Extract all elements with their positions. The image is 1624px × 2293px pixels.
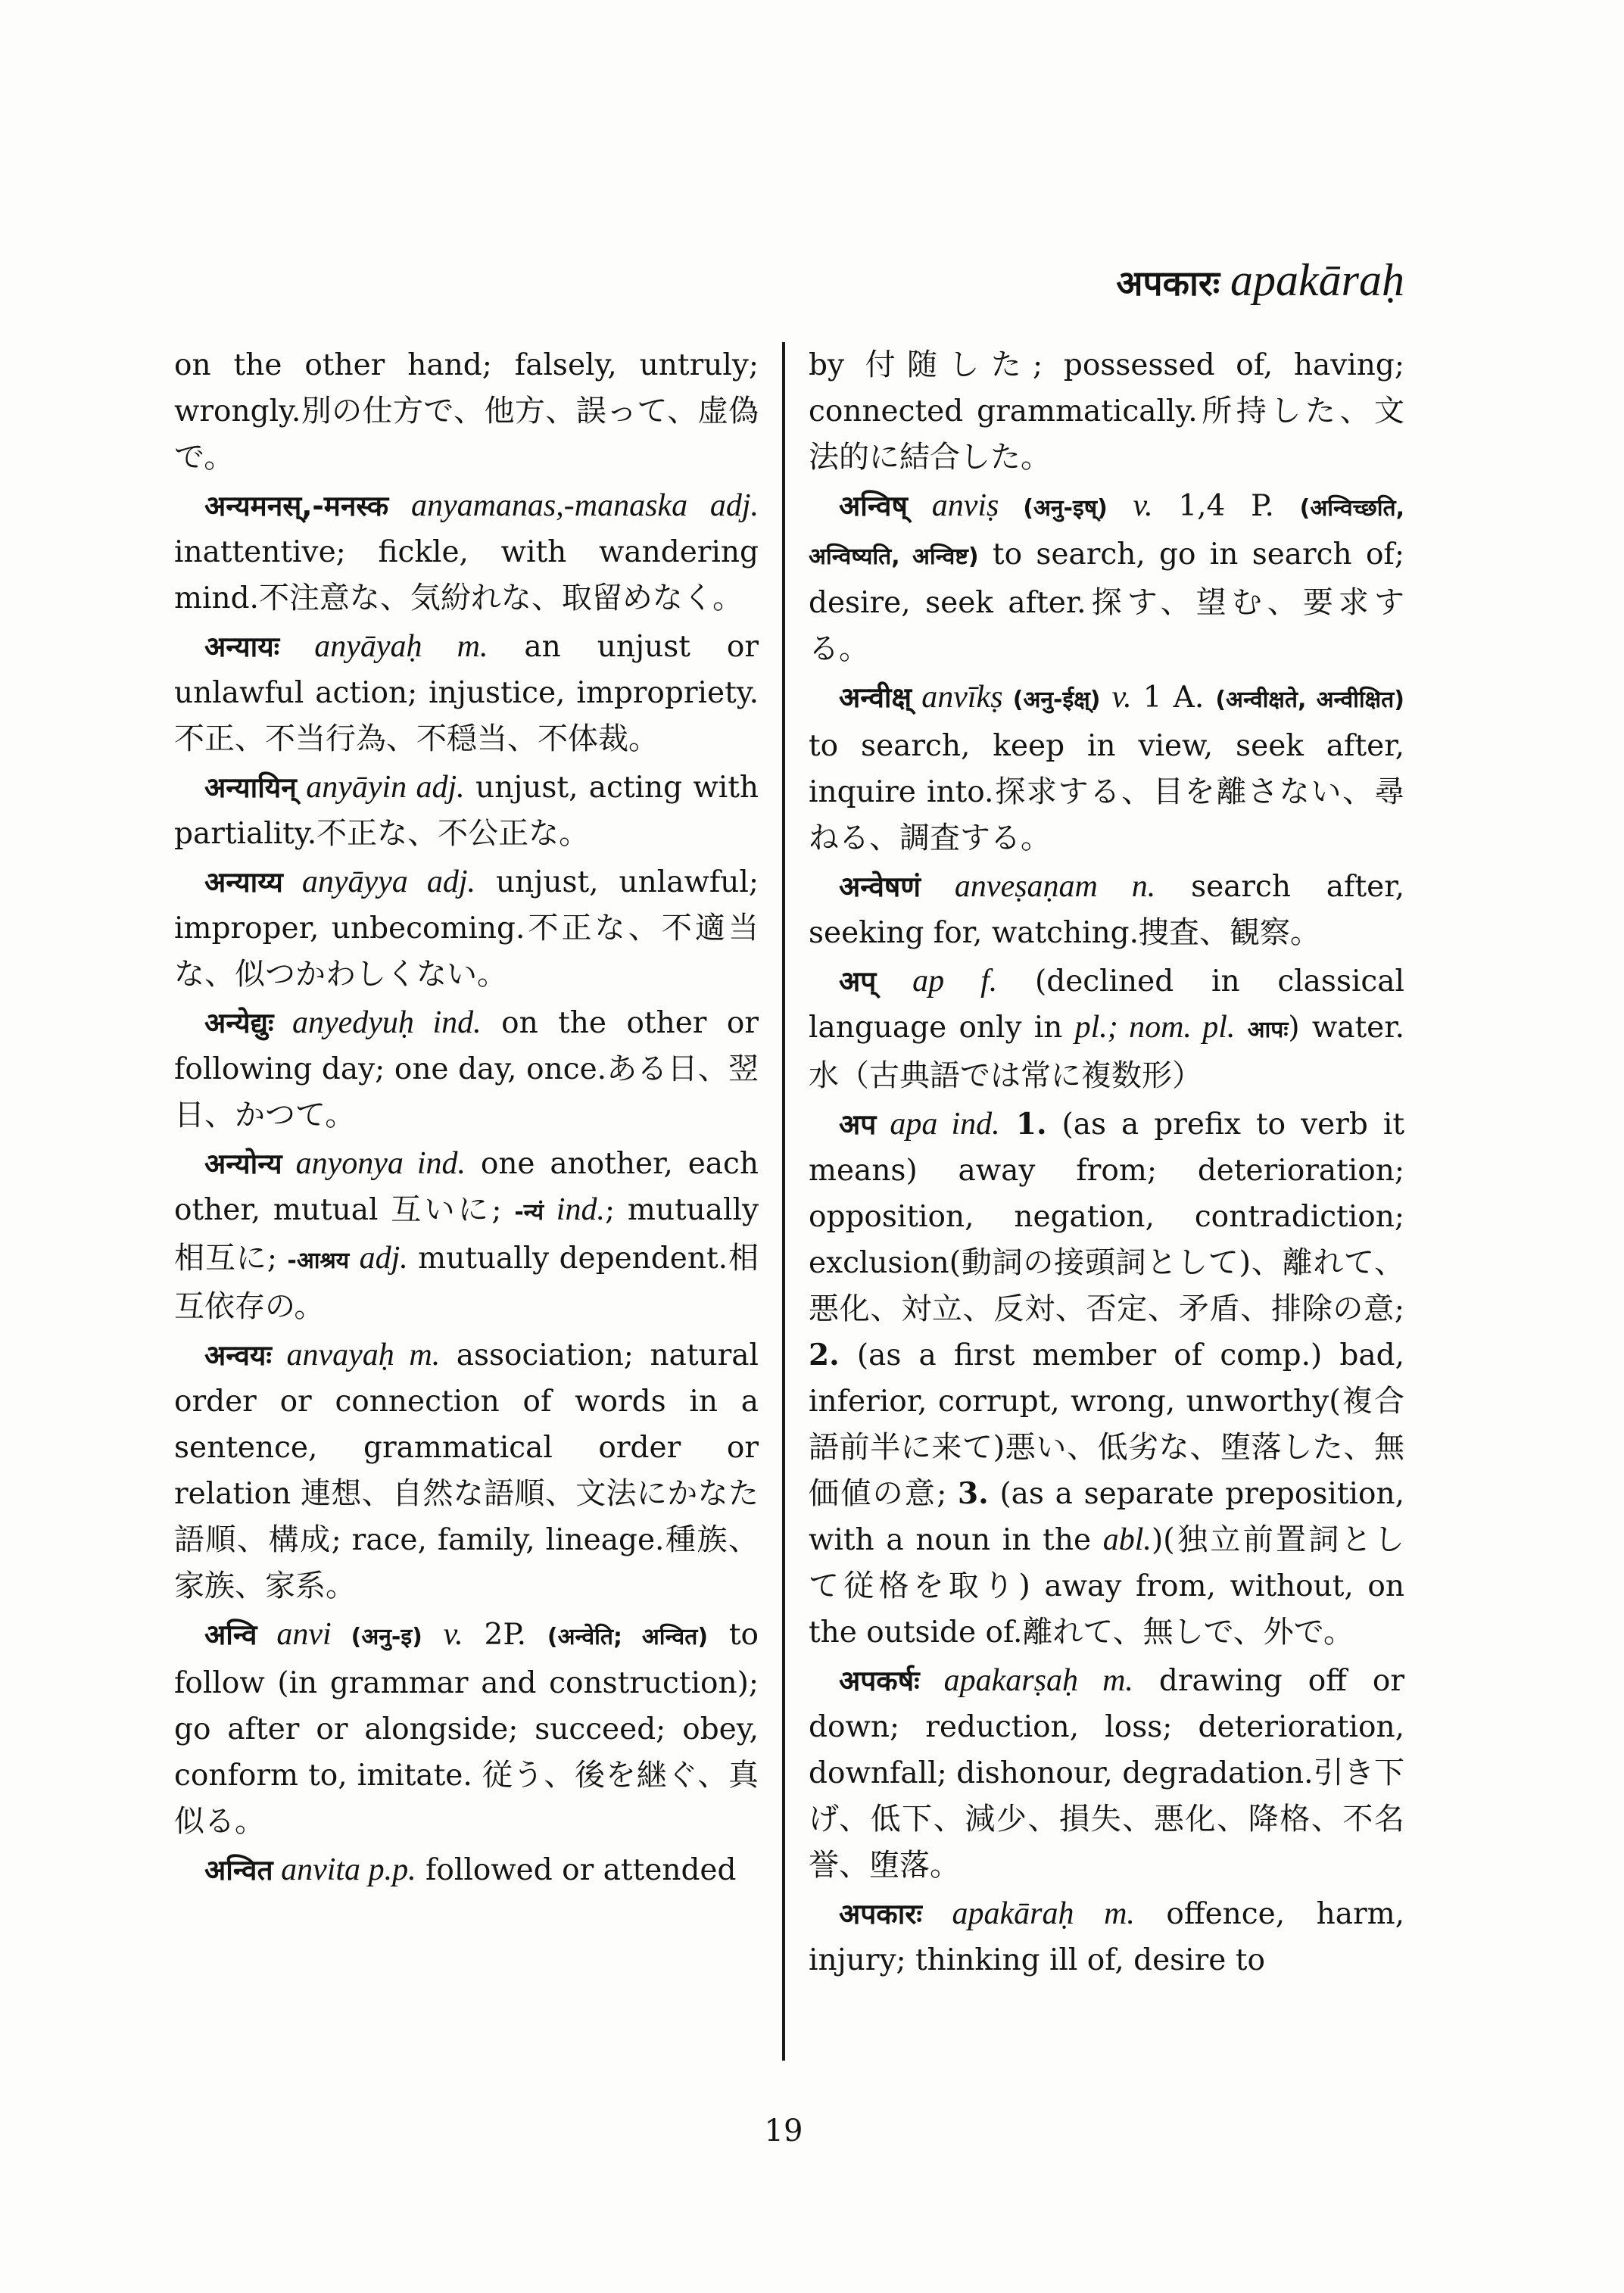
japanese-gloss: 水（古典語では常に複数形）: [809, 1058, 1202, 1093]
english-definition: (declined in classical language only in: [809, 964, 1404, 1045]
english-definition: [544, 1193, 556, 1227]
devanagari-form: (अनु-इ): [351, 1624, 422, 1650]
headword: अप्: [839, 965, 877, 998]
dictionary-entry: [174, 1332, 759, 1609]
english-definition: one another, each other, mutual: [174, 1147, 759, 1227]
japanese-gloss: 相互依存の。: [174, 1241, 759, 1324]
grammar-label: adj.: [709, 488, 759, 523]
transliteration: anyedyuḥ: [273, 1005, 433, 1040]
english-definition: [1108, 489, 1133, 523]
english-definition: drawing off or down; reduction, loss; deterioration, downfall; dishonour, degradation.: [809, 1664, 1404, 1790]
japanese-gloss: 従う、後を継ぐ、真似る。: [174, 1758, 759, 1839]
page-number: 19: [764, 2114, 803, 2148]
transliteration: anviṣ: [907, 488, 1024, 523]
dictionary-entry: [809, 1101, 1404, 1656]
dictionary-entry: [809, 675, 1404, 861]
devanagari-form: (अन्वेति; अन्वित): [547, 1624, 709, 1650]
japanese-gloss: 連想、自然な語順、文法にかなた語順、構成: [174, 1476, 759, 1557]
running-head-devanagari: अपकारः: [1116, 263, 1220, 304]
english-definition: ; possessed of, having; connected grammatically.: [809, 348, 1405, 428]
english-definition: (as a first member of comp.) bad, inferior, corrupt, wrong, unworthy: [809, 1338, 1404, 1419]
japanese-gloss: 不正、不当行為、不穏当、不体裁。: [174, 721, 659, 756]
grammar-label: pl.; nom. pl.: [1074, 1010, 1236, 1045]
english-definition: on the other hand; falsely, untruly; wrongly.: [174, 348, 759, 428]
entry-continuation: [174, 342, 759, 481]
japanese-gloss: 互いに: [391, 1192, 492, 1227]
transliteration: anveṣaṇam: [921, 869, 1132, 904]
english-definition: (as a separate preposition, with a noun in the: [809, 1477, 1404, 1557]
grammar-label: v.: [443, 1617, 463, 1652]
english-definition: unjust, acting with partiality.: [174, 771, 759, 851]
grammar-label: abl.: [1102, 1522, 1152, 1557]
english-definition: [1100, 681, 1111, 715]
japanese-gloss: (複合語前半に来て)悪い、低劣な、堕落した、無価値の意: [809, 1384, 1404, 1511]
transliteration: anyāyin: [296, 770, 416, 805]
english-definition: [1235, 1011, 1247, 1045]
english-definition: to search, keep in view, seek after, inquire into.: [809, 729, 1404, 809]
dictionary-entry: [174, 483, 759, 622]
english-definition: [422, 1618, 444, 1652]
english-definition: offence, harm, injury; thinking ill of, desire to: [809, 1897, 1404, 1977]
english-definition: ;: [937, 1477, 959, 1511]
right-column: [809, 342, 1404, 1986]
english-definition: by: [809, 348, 865, 382]
sense-number: 1.: [999, 1107, 1047, 1142]
japanese-gloss: 別の仕方で、他方、誤って、虚偽で。: [174, 394, 759, 475]
english-definition: an unjust or unlawful action; injustice, impropriety.: [174, 630, 759, 710]
headword: अन्वीक्ष्: [839, 681, 912, 714]
english-definition: inattentive; fickle, with wandering mind.: [174, 535, 759, 615]
japanese-gloss: 探求する、目を離さない、尋ねる、調査する。: [809, 774, 1405, 855]
running-head: [1116, 250, 1404, 322]
english-definition: ;: [491, 1193, 515, 1227]
english-definition: (as a prefix to verb it means) away from; deterioration; opposition, negation, contradiction; exclusion: [809, 1108, 1404, 1280]
japanese-gloss: (独立前置詞として従格を取り): [809, 1522, 1404, 1603]
column-divider: [782, 342, 785, 2061]
dictionary-entry: [174, 624, 759, 762]
japanese-gloss: 捜査、観察。: [1139, 915, 1321, 950]
dictionary-entry: [809, 1658, 1404, 1889]
japanese-gloss: 所持した、文法的に結合した。: [809, 394, 1405, 475]
english-definition: ) water.: [1288, 1011, 1404, 1045]
headword: अन्यमनस्,-मनस्क: [204, 490, 389, 522]
transliteration: apakarṣaḥ: [919, 1663, 1103, 1698]
grammar-label: ind.: [951, 1107, 1000, 1142]
grammar-label: adj.: [416, 770, 465, 805]
english-definition: mutually dependent.: [407, 1242, 728, 1276]
english-definition: 1 A.: [1131, 681, 1216, 715]
japanese-gloss: ある日、翌日、かつて。: [174, 1051, 759, 1132]
devanagari-form: (अनु-ईक्ष्): [1012, 687, 1101, 713]
transliteration: anyamanas,-manaska: [388, 488, 710, 523]
headword: अन्वित: [204, 1854, 273, 1886]
headword: अन्याय्य: [204, 866, 283, 899]
grammar-label: m.: [457, 629, 488, 664]
english-definition: on the other or following day; one day, once.: [174, 1006, 759, 1086]
japanese-gloss: 相互に: [174, 1241, 267, 1276]
english-definition: to follow (in grammar and construction); go after or alongside; succeed; obey, conform to, imitate.: [174, 1618, 759, 1793]
japanese-gloss: 離れて、無しで、外で。: [1022, 1615, 1354, 1650]
grammar-label: ind.: [416, 1146, 466, 1181]
headword: अन्यायिन्: [204, 771, 297, 804]
headword: अन्विष्: [839, 490, 908, 522]
devanagari-form: (अनु-इष्): [1023, 495, 1108, 522]
english-definition: ;: [1394, 1292, 1404, 1326]
devanagari-form: -न्यं: [514, 1199, 544, 1226]
japanese-gloss: 不正な、不適当な、似つかわしくない。: [174, 911, 759, 992]
left-column: [174, 342, 759, 1896]
dictionary-entry: [174, 1847, 759, 1893]
headword: अन्वि: [204, 1618, 257, 1651]
dictionary-entry: [809, 483, 1404, 672]
dictionary-entry: [809, 958, 1404, 1099]
transliteration: anvayaḥ: [271, 1338, 410, 1372]
japanese-gloss: 探す、望む、要求する。: [809, 585, 1404, 666]
english-definition: [349, 1242, 359, 1276]
headword: अपकारः: [839, 1898, 922, 1930]
headword: अन्यायः: [204, 631, 280, 663]
grammar-label: m.: [1102, 1663, 1133, 1698]
grammar-label: v.: [1111, 680, 1132, 715]
english-definition: to search, go in search of; desire, seek after.: [809, 537, 1405, 620]
dictionary-entry: [174, 1141, 759, 1330]
transliteration: anvita: [273, 1852, 369, 1887]
english-definition: search after, seeking for, watching.: [809, 870, 1404, 950]
dictionary-entry: [174, 1000, 759, 1139]
grammar-label: n.: [1131, 869, 1156, 904]
devanagari-form: आपः: [1247, 1017, 1289, 1043]
transliteration: anvīkṣ: [912, 680, 1013, 715]
dictionary-entry: [809, 1891, 1404, 1983]
headword: अपकर्षः: [839, 1665, 920, 1697]
devanagari-form: -आश्रय: [287, 1248, 350, 1274]
dictionary-entry: [174, 765, 759, 857]
japanese-gloss: 付随した: [865, 347, 1033, 382]
entry-continuation: [809, 342, 1404, 481]
grammar-label: adj.: [426, 865, 476, 899]
english-definition: association; natural order or connection of words in a sentence, grammatical order or relation: [174, 1338, 759, 1511]
japanese-gloss: 種族、家族、家系。: [174, 1522, 759, 1603]
headword: अन्वयः: [204, 1339, 272, 1372]
english-definition: away from, without, on the outside of.: [809, 1569, 1404, 1650]
transliteration: apa: [876, 1107, 952, 1142]
transliteration: anvi: [257, 1617, 351, 1652]
japanese-gloss: 引き下げ、低下、減少、損失、悪化、降格、不名誉、堕落。: [809, 1756, 1404, 1883]
grammar-label: ind.: [556, 1192, 605, 1227]
english-definition: followed or attended: [416, 1853, 737, 1887]
transliteration: apakāraḥ: [921, 1896, 1105, 1931]
grammar-label: v.: [1133, 488, 1153, 523]
english-definition: ; race, family, lineage.: [331, 1523, 665, 1557]
headword: अप: [839, 1108, 877, 1141]
headword: अन्वेषणं: [839, 871, 921, 903]
english-definition: ; mutually: [604, 1193, 759, 1227]
english-definition: ;: [267, 1242, 288, 1276]
sense-number: 2.: [809, 1338, 840, 1372]
running-head-transliteration: apakāraḥ: [1230, 255, 1404, 305]
transliteration: anyonya: [282, 1146, 417, 1181]
dictionary-entry: [174, 859, 759, 998]
grammar-label: m.: [1104, 1896, 1135, 1931]
grammar-label: p.p.: [368, 1852, 416, 1887]
transliteration: anyāyaḥ: [279, 629, 457, 664]
devanagari-form: (अन्वीक्षते, अन्वीक्षित): [1215, 687, 1404, 713]
sense-number: 3.: [958, 1476, 989, 1511]
japanese-gloss: 不注意な、気紛れな、取留めなく。: [258, 581, 743, 615]
headword: अन्योन्य: [204, 1148, 282, 1180]
grammar-label: ind.: [432, 1005, 482, 1040]
grammar-label: f.: [980, 964, 998, 999]
japanese-gloss: 不正な、不公正な。: [316, 816, 590, 851]
english-definition: 2P.: [463, 1618, 547, 1652]
english-definition: 1,4 P.: [1152, 489, 1300, 523]
transliteration: ap: [876, 964, 981, 999]
devanagari-form: (अन्विच्छति, अन्विष्यति, अन्विष्ट): [809, 495, 1405, 570]
grammar-label: adj.: [359, 1241, 408, 1276]
dictionary-entry: [809, 864, 1404, 956]
grammar-label: m.: [409, 1338, 441, 1372]
headword: अन्येद्युः: [204, 1007, 274, 1039]
english-definition: ): [1151, 1523, 1164, 1557]
japanese-gloss: (動詞の接頭詞として)、離れて、悪化、対立、反対、否定、矛盾、排除の意: [809, 1245, 1404, 1326]
english-definition: unjust, unlawful; improper, unbecoming.: [174, 865, 759, 946]
transliteration: anyāyya: [282, 865, 427, 899]
dictionary-entry: [174, 1612, 759, 1845]
